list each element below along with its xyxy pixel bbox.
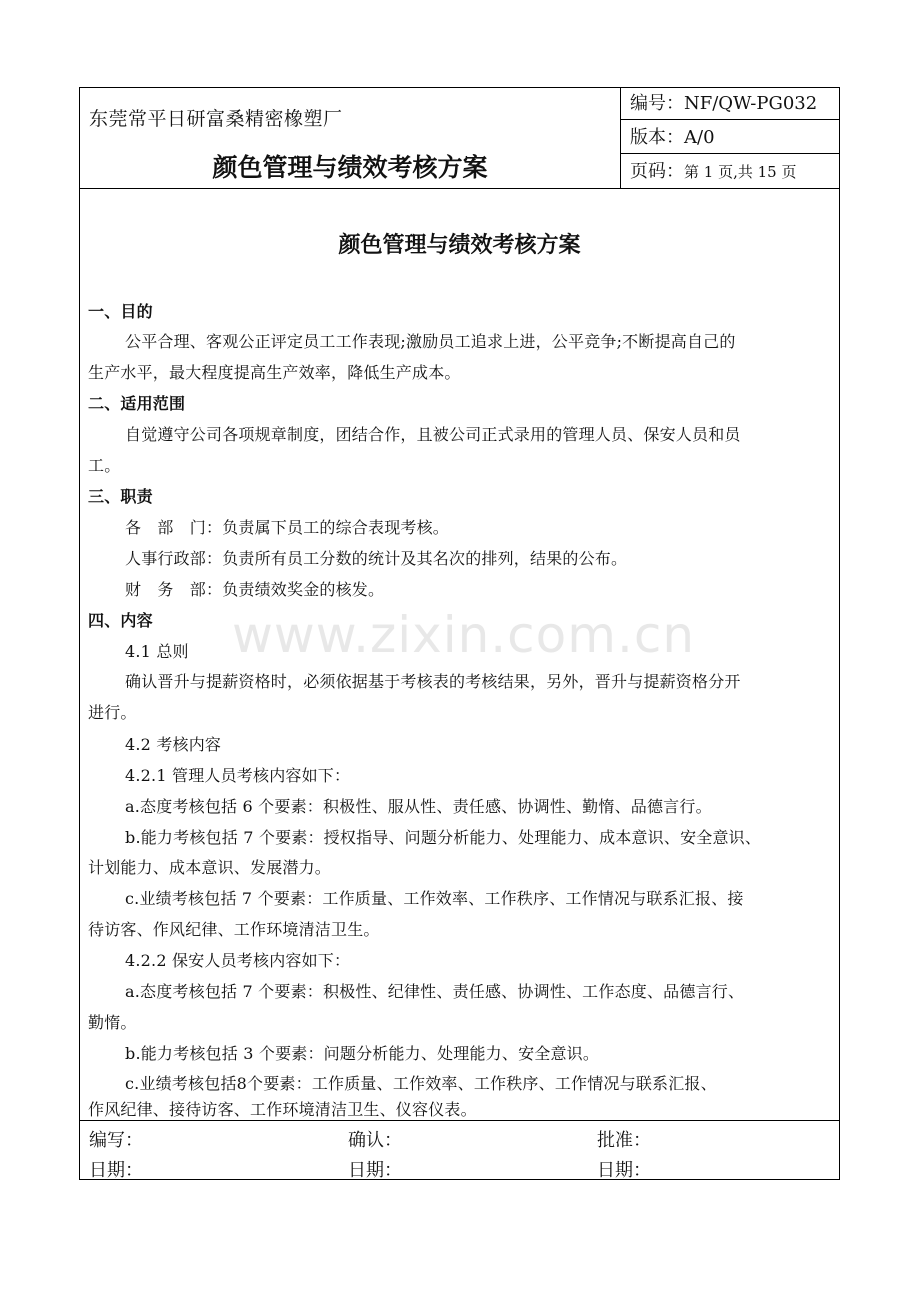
paragraph-line: 自觉遵守公司各项规章制度，团结合作，且被公司正式录用的管理人员、保安人员和员: [125, 425, 741, 444]
paragraph-line: a.态度考核包括 6 个要素：积极性、服从性、责任感、协调性、勤惰、品德言行。: [125, 797, 712, 816]
company-name: 东莞常平日研富桑精密橡塑厂: [89, 108, 343, 130]
paragraph-line: b.能力考核包括 3 个要素：问题分析能力、处理能力、安全意识。: [125, 1044, 600, 1063]
approve-label: 批准：: [597, 1130, 651, 1151]
section-heading-content: 四、内容: [88, 611, 153, 630]
paragraph-line: 人事行政部：负责所有员工分数的统计及其名次的排列，结果的公布。: [125, 549, 628, 568]
paragraph-line: c.业绩考核包括 7 个要素：工作质量、工作效率、工作秩序、工作情况与联系汇报、接: [125, 889, 744, 908]
paragraph-line: 各 部 门：负责属下员工的综合表现考核。: [125, 518, 450, 537]
paragraph-line: 4.2.1 管理人员考核内容如下：: [125, 766, 351, 785]
footer-divider: [80, 1120, 839, 1121]
doc-version-label: 版本：: [630, 127, 684, 148]
paragraph-line: 进行。: [88, 703, 137, 722]
paragraph-line: 确认晋升与提薪资格时，必须依据基于考核表的考核结果，另外，晋升与提薪资格分开: [125, 672, 741, 691]
doc-code-value: NF/QW-PG032: [684, 93, 818, 114]
header-left-cell: [80, 88, 621, 188]
doc-page-value: 第 1 页,共 15 页: [684, 163, 797, 181]
author-date-label: 日期：: [89, 1160, 143, 1181]
paragraph-line: 作风纪律、接待访客、工作环境清洁卫生、仪容仪表。: [88, 1100, 477, 1119]
paragraph-line: b.能力考核包括 7 个要素：授权指导、问题分析能力、处理能力、成本意识、安全意识、: [125, 828, 762, 847]
paragraph-line: 4.2.2 保安人员考核内容如下：: [125, 951, 351, 970]
doc-version-value: A/0: [684, 127, 715, 148]
document-frame: [79, 87, 840, 1180]
doc-page-label: 页码：: [630, 161, 684, 182]
header-row: [80, 88, 839, 189]
section-heading-scope: 二、适用范围: [88, 394, 186, 413]
doc-version: [621, 121, 839, 154]
doc-code-label: 编号：: [630, 93, 684, 114]
main-title: 颜色管理与绩效考核方案: [338, 233, 581, 258]
approve-date-label: 日期：: [597, 1160, 651, 1181]
paragraph-line: 4.1 总则: [125, 642, 189, 661]
paragraph-line: a.态度考核包括 7 个要素：积极性、纪律性、责任感、协调性、工作态度、品德言行、: [125, 982, 745, 1001]
paragraph-line: 生产水平，最大程度提高生产效率，降低生产成本。: [88, 363, 461, 382]
paragraph-line: 公平合理、客观公正评定员工工作表现;激励员工追求上进，公平竞争;不断提高自己的: [125, 332, 736, 351]
paragraph-line: 工。: [88, 456, 121, 475]
watermark: www.zixin.com.cn: [232, 606, 696, 664]
doc-page: [621, 155, 839, 188]
confirm-label: 确认：: [348, 1130, 402, 1151]
doc-code: [621, 88, 839, 120]
section-heading-duties: 三、职责: [88, 487, 153, 506]
paragraph-line: 待访客、作风纪律、工作环境清洁卫生。: [88, 920, 380, 939]
header-meta-cell: [621, 88, 839, 188]
paragraph-line: c.业绩考核包括8个要素：工作质量、工作效率、工作秩序、工作情况与联系汇报、: [125, 1074, 717, 1093]
section-heading-purpose: 一、目的: [88, 302, 153, 321]
confirm-date-label: 日期：: [348, 1160, 402, 1181]
paragraph-line: 4.2 考核内容: [125, 735, 222, 754]
paragraph-line: 勤惰。: [88, 1013, 137, 1032]
paragraph-line: 财 务 部：负责绩效奖金的核发。: [125, 580, 385, 599]
author-label: 编写：: [89, 1130, 143, 1151]
header-doc-title: 颜色管理与绩效考核方案: [212, 153, 488, 182]
paragraph-line: 计划能力、成本意识、发展潜力。: [88, 858, 332, 877]
